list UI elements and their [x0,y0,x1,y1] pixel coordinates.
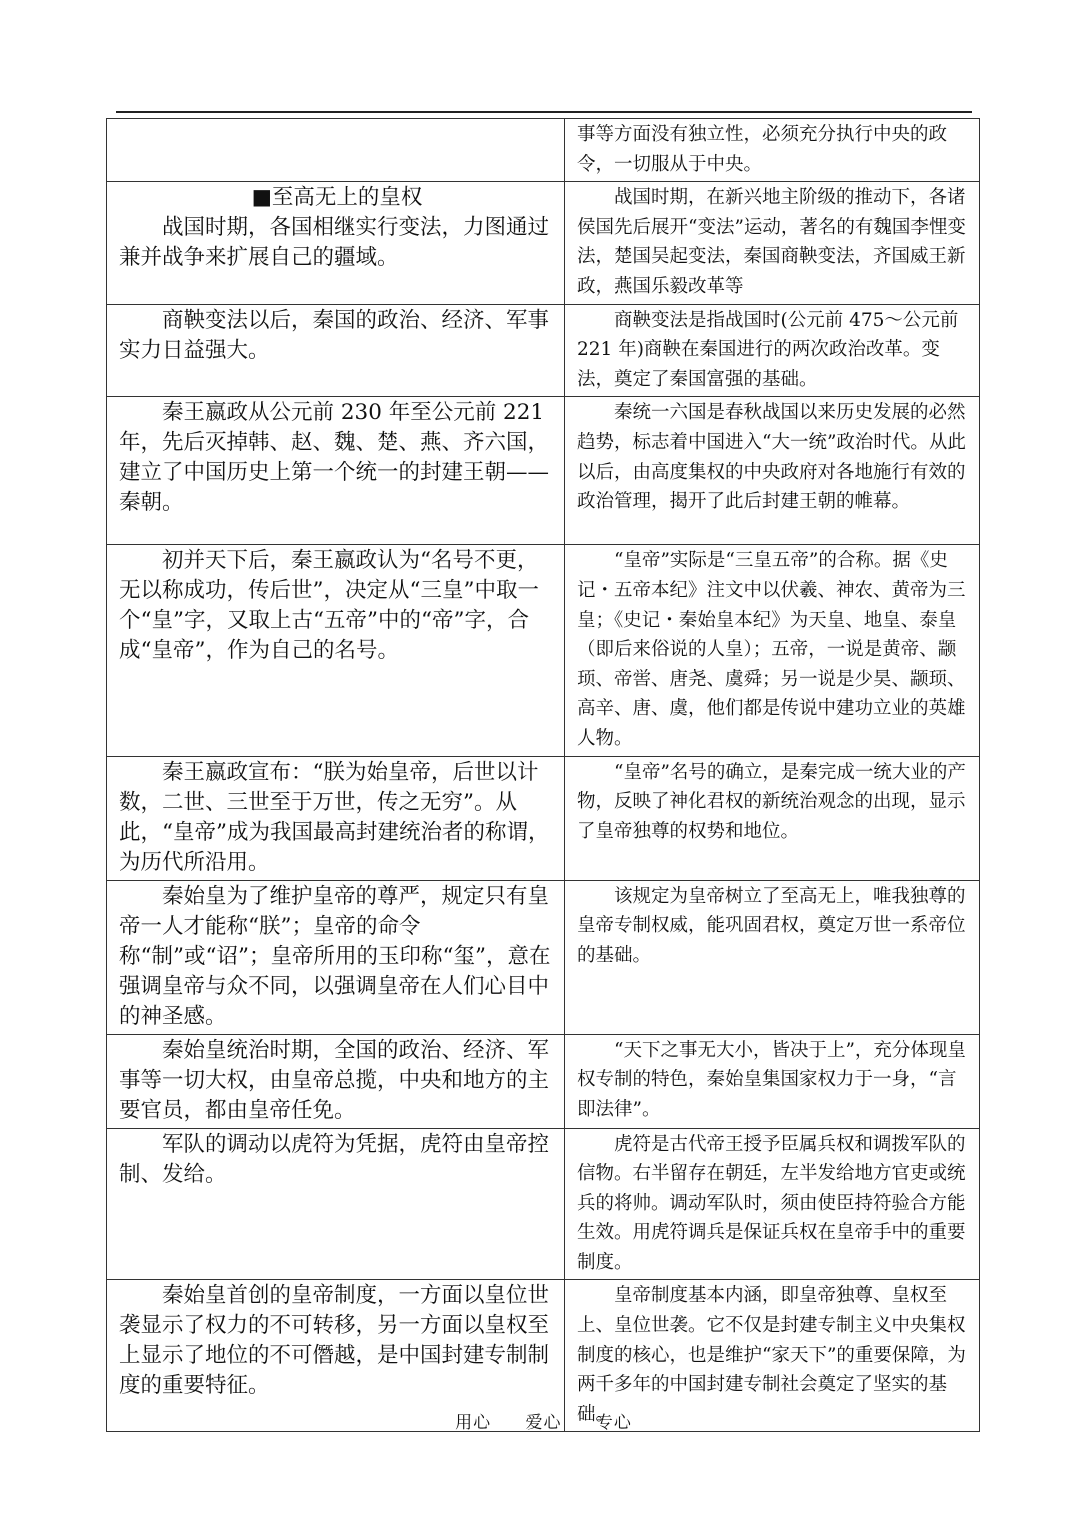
table-row [107,756,980,880]
right-text: 该规定为皇帝树立了至高无上，唯我独尊的皇帝专制权威，能巩固君权，奠定万世一系帝位的基础。 [577,885,966,966]
right-cell [565,397,980,545]
right-cell [565,756,980,880]
left-text: 商鞅变法以后，秦国的政治、经济、军事实力日益强大。 [119,307,550,363]
left-text: 秦始皇统治时期，全国的政治、经济、军事等一切大权，由皇帝总揽，中央和地方的主要官员，都由皇帝任免。 [119,1037,550,1123]
right-text: 皇帝制度基本内涵，即皇帝独尊、皇权至上、皇位世袭。它不仅是封建专制主义中央集权制度的核心，也是维护“家天下”的重要保障，为两千多年的中国封建专制社会奠定了坚实的基础。 [577,1285,966,1425]
right-cell [565,119,980,182]
footer-word: 用心 [455,1413,492,1433]
left-text: 战国时期，各国相继实行变法，力图通过兼并战争来扩展自己的疆域。 [119,215,550,271]
left-cell [107,880,565,1034]
left-cell [107,545,565,756]
left-text: 秦始皇为了维护皇帝的尊严，规定只有皇帝一人才能称“朕”；皇帝的命令称“制”或“诏”；皇帝所用的玉印称“玺”，意在强调皇帝与众不同，以强调皇帝在人们心目中的神圣感。 [119,883,551,1029]
right-text: 商鞅变法是指战国时(公元前 475～公元前 221 年)商鞅在秦国进行的两次政治改革。变法，奠定了秦国富强的基础。 [577,309,959,390]
right-cell [565,182,980,304]
right-text: 秦统一六国是春秋战国以来历史发展的必然趋势，标志着中国进入“大一统”政治时代。从此以后，由高度集权的中央政府对各地施行有效的政治管理，揭开了此后封建王朝的帷幕。 [577,402,966,513]
right-text: 事等方面没有独立性，必须充分执行中央的政令，一切服从于中央。 [577,124,948,175]
left-cell [107,1034,565,1128]
left-cell [107,119,565,182]
left-text: 秦王嬴政宣布：“朕为始皇帝，后世以计数，二世、三世至于万世，传之无穷”。从此，“皇帝”成为我国最高封建统治者的称谓，为历代所沿用。 [119,759,550,875]
left-text: 初并天下后，秦王嬴政认为“名号不更，无以称成功，传后世”，决定从“三皇”中取一个“皇”字，又取上古“五帝”中的“帝”字，合成“皇帝”，作为自己的名号。 [119,548,539,664]
header-rule [116,111,972,113]
left-cell [107,1128,565,1280]
right-text: 战国时期，在新兴地主阶级的推动下，各诸侯国先后展开“变法”运动，著名的有魏国李悝变法，楚国吴起变法，秦国商鞅变法，齐国威王新政，燕国乐毅改革等 [577,187,966,297]
table-row [107,545,980,756]
left-text: 秦王嬴政从公元前 230 年至公元前 221 年，先后灭掉韩、赵、魏、楚、燕、齐六国，建立了中国历史上第一个统一的封建王朝——秦朝。 [119,400,550,516]
left-cell [107,397,565,545]
left-cell [107,182,565,304]
left-cell [107,304,565,397]
right-cell [565,1034,980,1128]
table-row [107,119,980,182]
right-cell [565,304,980,397]
table-row [107,880,980,1034]
content-table [106,118,980,1432]
right-text: “皇帝”实际是“三皇五帝”的合称。据《史记・五帝本纪》注文中以伏羲、神农、黄帝为三皇；《史记・秦始皇本纪》为天皇、地皇、泰皇（即后来俗说的人皇）；五帝，一说是黄帝、颛顼、帝喾、唐尧、虞舜；另一说是少昊、颛顼、高辛、唐、虞，他们都是传说中建功立业的英雄人物。 [577,550,966,749]
table-row [107,182,980,304]
footer-word: 专心 [595,1413,632,1433]
table-row [107,1034,980,1128]
right-text: 虎符是古代帝王授予臣属兵权和调拨军队的信物。右半留存在朝廷，左半发给地方官吏或统兵的将帅。调动军队时，须由使臣持符验合方能生效。用虎符调兵是保证兵权在皇帝手中的重要制度。 [577,1133,966,1273]
table-row [107,1128,980,1280]
right-cell [565,1128,980,1280]
table-row [107,397,980,545]
right-text: “皇帝”名号的确立，是秦完成一统大业的产物，反映了神化君权的新统治观念的出现，显示了皇帝独尊的权势和地位。 [577,761,966,842]
table-row [107,304,980,397]
left-cell [107,756,565,880]
footer-word: 爱心 [525,1413,562,1433]
left-text: 军队的调动以虎符为凭据，虎符由皇帝控制、发给。 [119,1131,550,1187]
right-cell [565,880,980,1034]
right-cell [565,545,980,756]
section-heading: ■至高无上的皇权 [251,185,423,211]
right-text: “天下之事无大小，皆决于上”，充分体现皇权专制的特色，秦始皇集国家权力于一身，“言即法律”。 [577,1039,966,1120]
left-text: 秦始皇首创的皇帝制度，一方面以皇位世袭显示了权力的不可转移，另一方面以皇权至上显示了地位的不可僭越，是中国封建专制制度的重要特征。 [119,1283,550,1399]
page-footer [0,1408,1087,1433]
